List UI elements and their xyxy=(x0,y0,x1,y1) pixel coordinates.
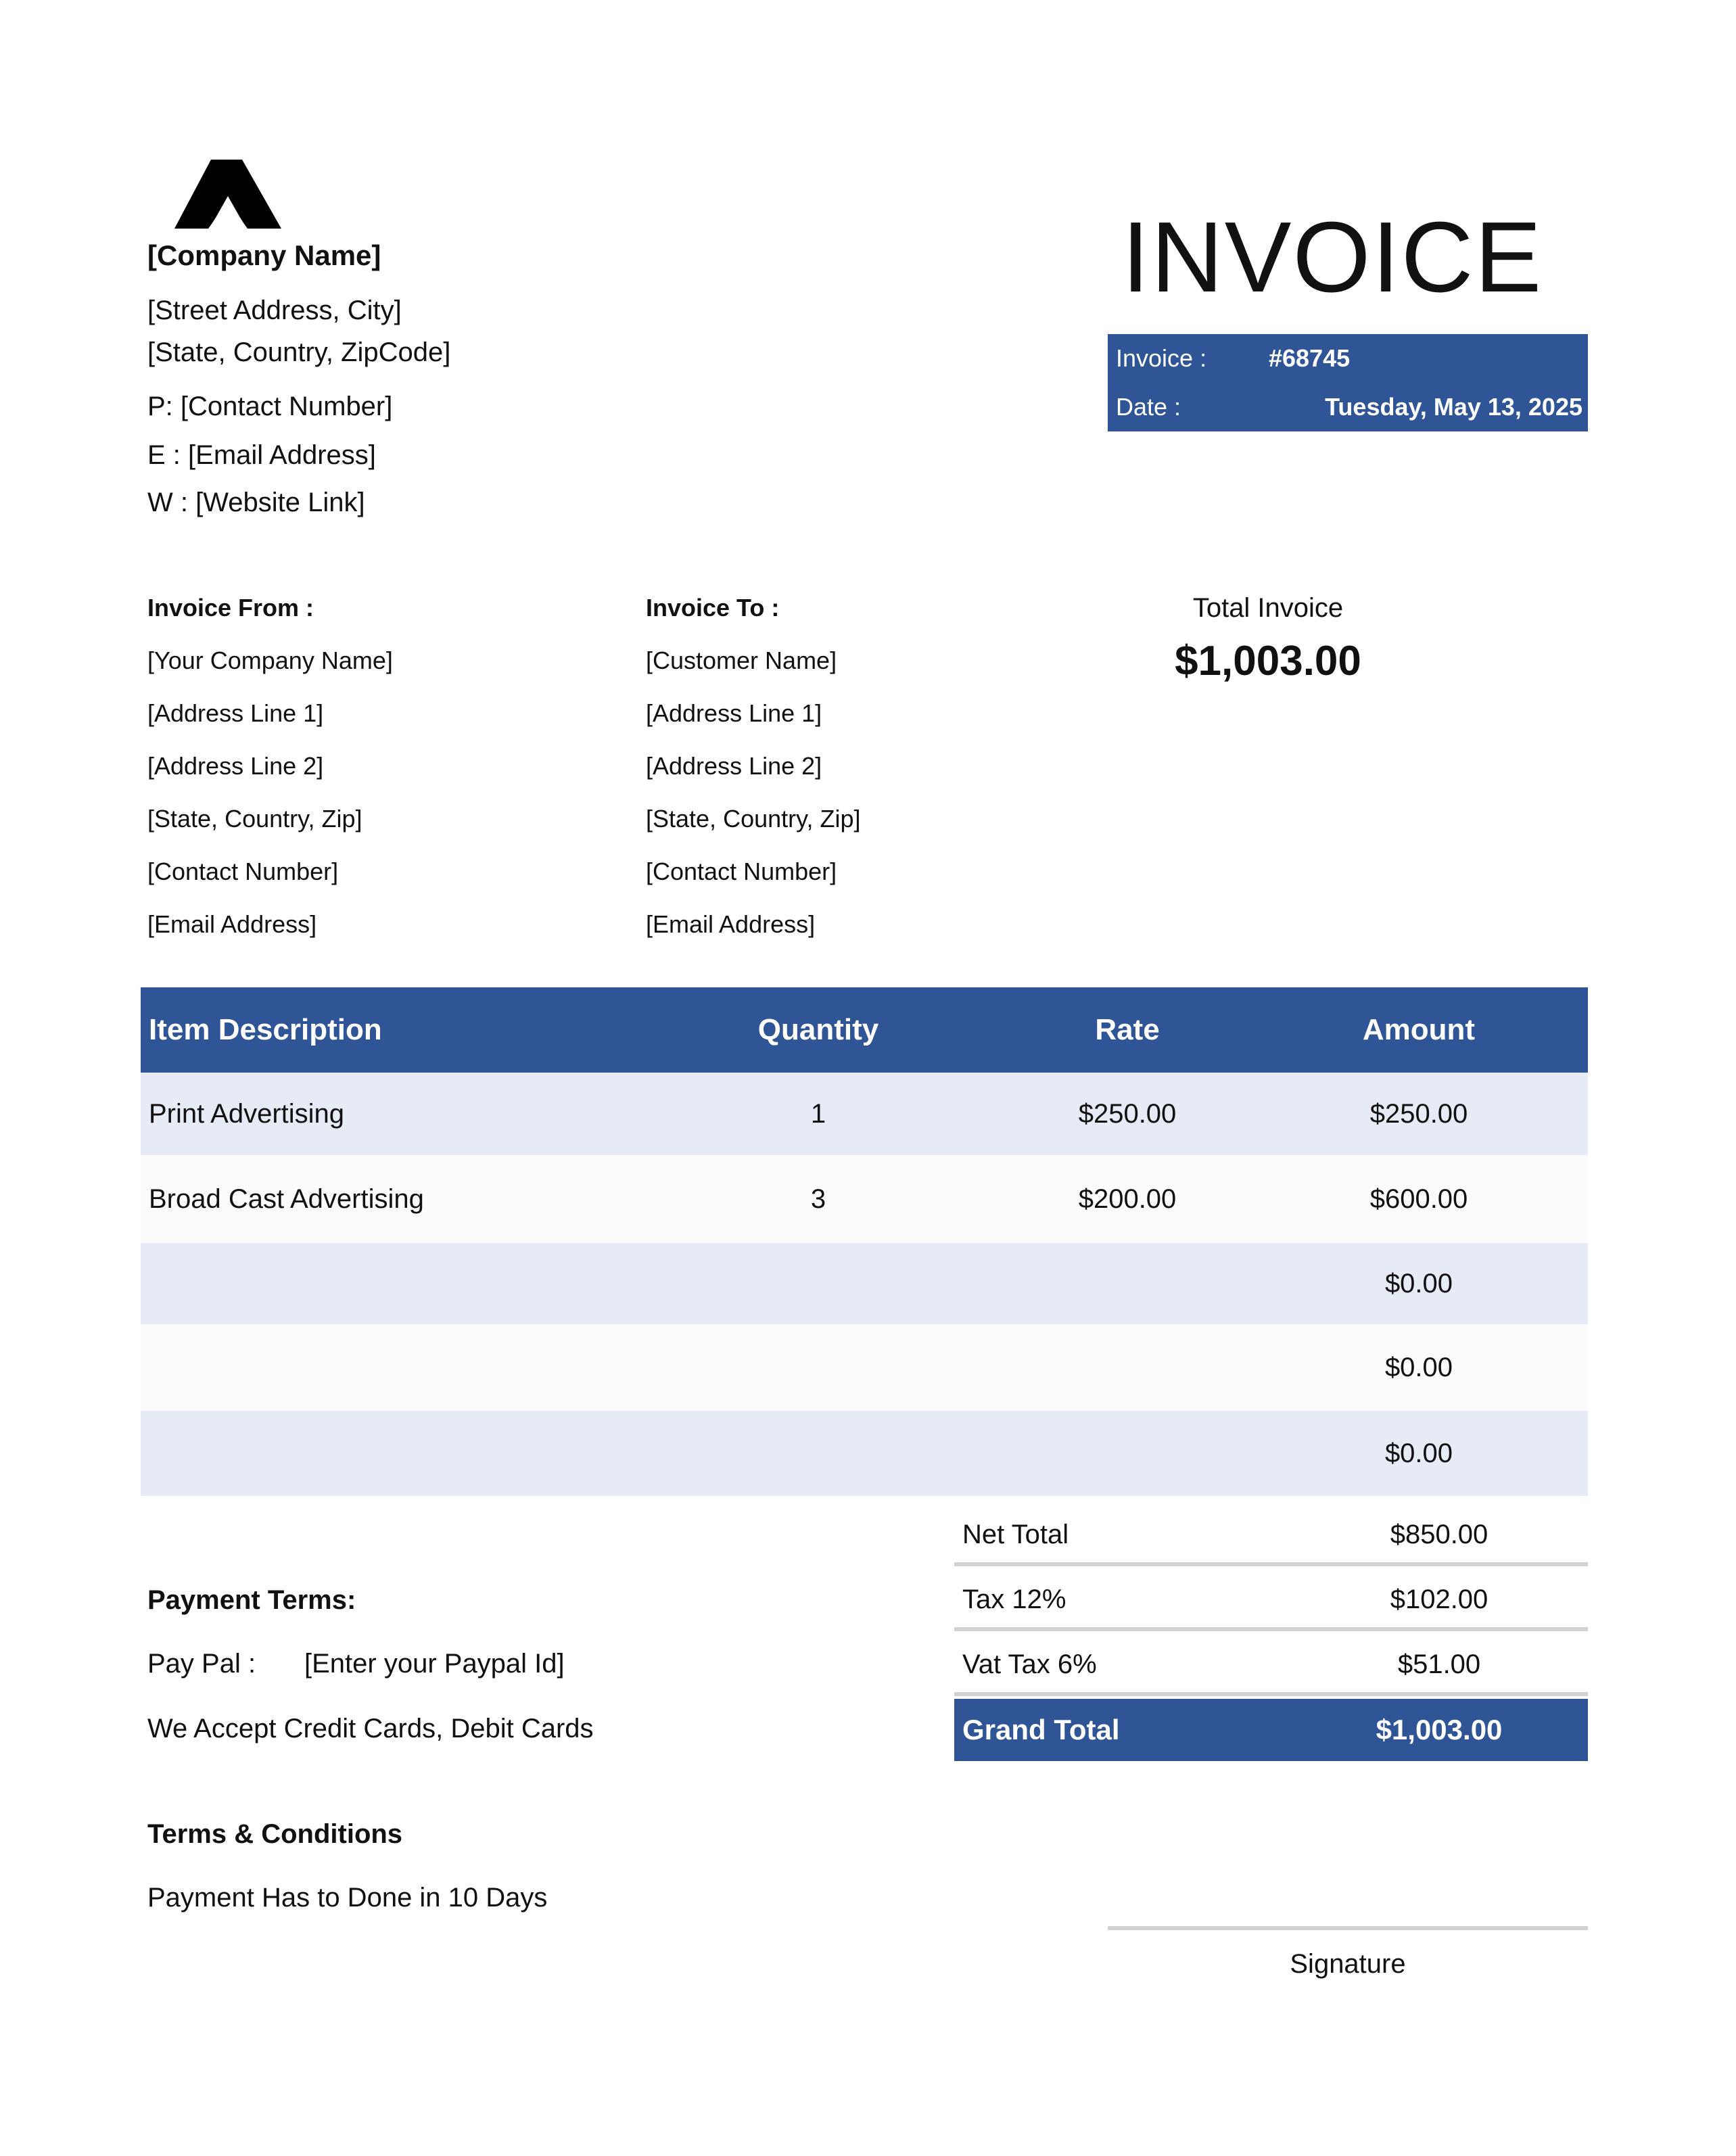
total-invoice-label: Total Invoice xyxy=(1192,593,1344,623)
invoice-title: INVOICE xyxy=(1121,202,1543,313)
net-total-row xyxy=(954,1505,1588,1566)
paypal-value: [Enter your Paypal Id] xyxy=(304,1649,565,1679)
terms-text: Payment Has to Done in 10 Days xyxy=(147,1883,548,1913)
row-rate: $200.00 xyxy=(1078,1184,1177,1214)
items-table xyxy=(141,987,1588,1496)
row-amount: $0.00 xyxy=(1384,1438,1453,1468)
company-logo-icon xyxy=(174,160,281,229)
to-line: [Contact Number] xyxy=(646,858,837,885)
row-amount: $600.00 xyxy=(1369,1184,1468,1214)
row-description: Print Advertising xyxy=(149,1098,345,1129)
table-header xyxy=(141,987,1588,1073)
company-name: [Company Name] xyxy=(147,239,381,271)
row-quantity: 1 xyxy=(810,1098,826,1129)
to-line: [Address Line 2] xyxy=(646,752,822,780)
grand-total-label: Grand Total xyxy=(962,1714,1120,1745)
paypal-label: Pay Pal : xyxy=(147,1649,256,1679)
grand-total-value: $1,003.00 xyxy=(1376,1714,1503,1745)
table-row xyxy=(141,1155,1588,1243)
summary-divider xyxy=(954,1692,1588,1696)
invoice-meta-box xyxy=(1108,334,1588,431)
table-row xyxy=(141,1411,1588,1496)
invoice-date-row xyxy=(1108,383,1588,431)
summary-divider xyxy=(954,1627,1588,1631)
table-row xyxy=(141,1324,1588,1411)
invoice-from-heading: Invoice From : xyxy=(147,594,314,622)
header-item-description: Item Description xyxy=(149,1013,382,1046)
vat-label: Vat Tax 6% xyxy=(962,1649,1097,1679)
from-line: [Contact Number] xyxy=(147,858,339,885)
row-amount: $250.00 xyxy=(1369,1098,1468,1129)
total-invoice-value: $1,003.00 xyxy=(1175,638,1361,684)
invoice-number-row xyxy=(1108,334,1588,383)
accepted-cards: We Accept Credit Cards, Debit Cards xyxy=(147,1714,594,1743)
company-state: [State, Country, ZipCode] xyxy=(147,337,451,367)
invoice-number: #68745 xyxy=(1269,344,1351,372)
tax-label: Tax 12% xyxy=(962,1584,1066,1614)
signature-line xyxy=(1108,1926,1588,1930)
row-amount: $0.00 xyxy=(1384,1352,1453,1382)
table-row xyxy=(141,1243,1588,1324)
tax-row xyxy=(954,1570,1588,1631)
net-total-value-cell xyxy=(954,1505,1588,1564)
invoice-date: Tuesday, May 13, 2025 xyxy=(1325,393,1582,421)
vat-value: $51.00 xyxy=(1397,1649,1481,1679)
to-line: [Address Line 1] xyxy=(646,699,822,727)
row-quantity: 3 xyxy=(810,1184,826,1214)
grand-total-row xyxy=(954,1699,1588,1761)
company-email: E : [Email Address] xyxy=(147,440,376,470)
vat-value-cell xyxy=(954,1635,1588,1693)
summary-divider xyxy=(954,1562,1588,1566)
row-amount: $0.00 xyxy=(1384,1268,1453,1298)
terms-heading: Terms & Conditions xyxy=(147,1819,403,1849)
table-row xyxy=(141,1073,1588,1155)
company-street: [Street Address, City] xyxy=(147,296,402,325)
from-line: [Your Company Name] xyxy=(147,647,393,674)
tax-value: $102.00 xyxy=(1390,1584,1488,1614)
net-total-label: Net Total xyxy=(962,1519,1069,1549)
from-line: [Address Line 1] xyxy=(147,699,324,727)
from-line: [Email Address] xyxy=(147,910,317,938)
company-website: W : [Website Link] xyxy=(147,488,365,517)
invoice-number-label: Invoice : xyxy=(1116,344,1207,372)
header-rate: Rate xyxy=(1095,1013,1160,1046)
to-line: [Email Address] xyxy=(646,910,816,938)
to-line: [State, Country, Zip] xyxy=(646,805,861,833)
header-amount: Amount xyxy=(1362,1013,1476,1046)
payment-terms-heading: Payment Terms: xyxy=(147,1585,356,1615)
from-line: [State, Country, Zip] xyxy=(147,805,362,833)
header-quantity: Quantity xyxy=(757,1013,879,1046)
row-rate: $250.00 xyxy=(1078,1098,1177,1129)
from-line: [Address Line 2] xyxy=(147,752,324,780)
signature-label: Signature xyxy=(1290,1949,1406,1979)
company-phone: P: [Contact Number] xyxy=(147,392,393,421)
to-line: [Customer Name] xyxy=(646,647,837,674)
invoice-to-heading: Invoice To : xyxy=(646,594,780,622)
vat-row xyxy=(954,1635,1588,1696)
row-description: Broad Cast Advertising xyxy=(149,1184,424,1214)
invoice-date-label: Date : xyxy=(1116,393,1181,421)
tax-value-cell xyxy=(954,1570,1588,1628)
net-total-value: $850.00 xyxy=(1390,1519,1488,1549)
